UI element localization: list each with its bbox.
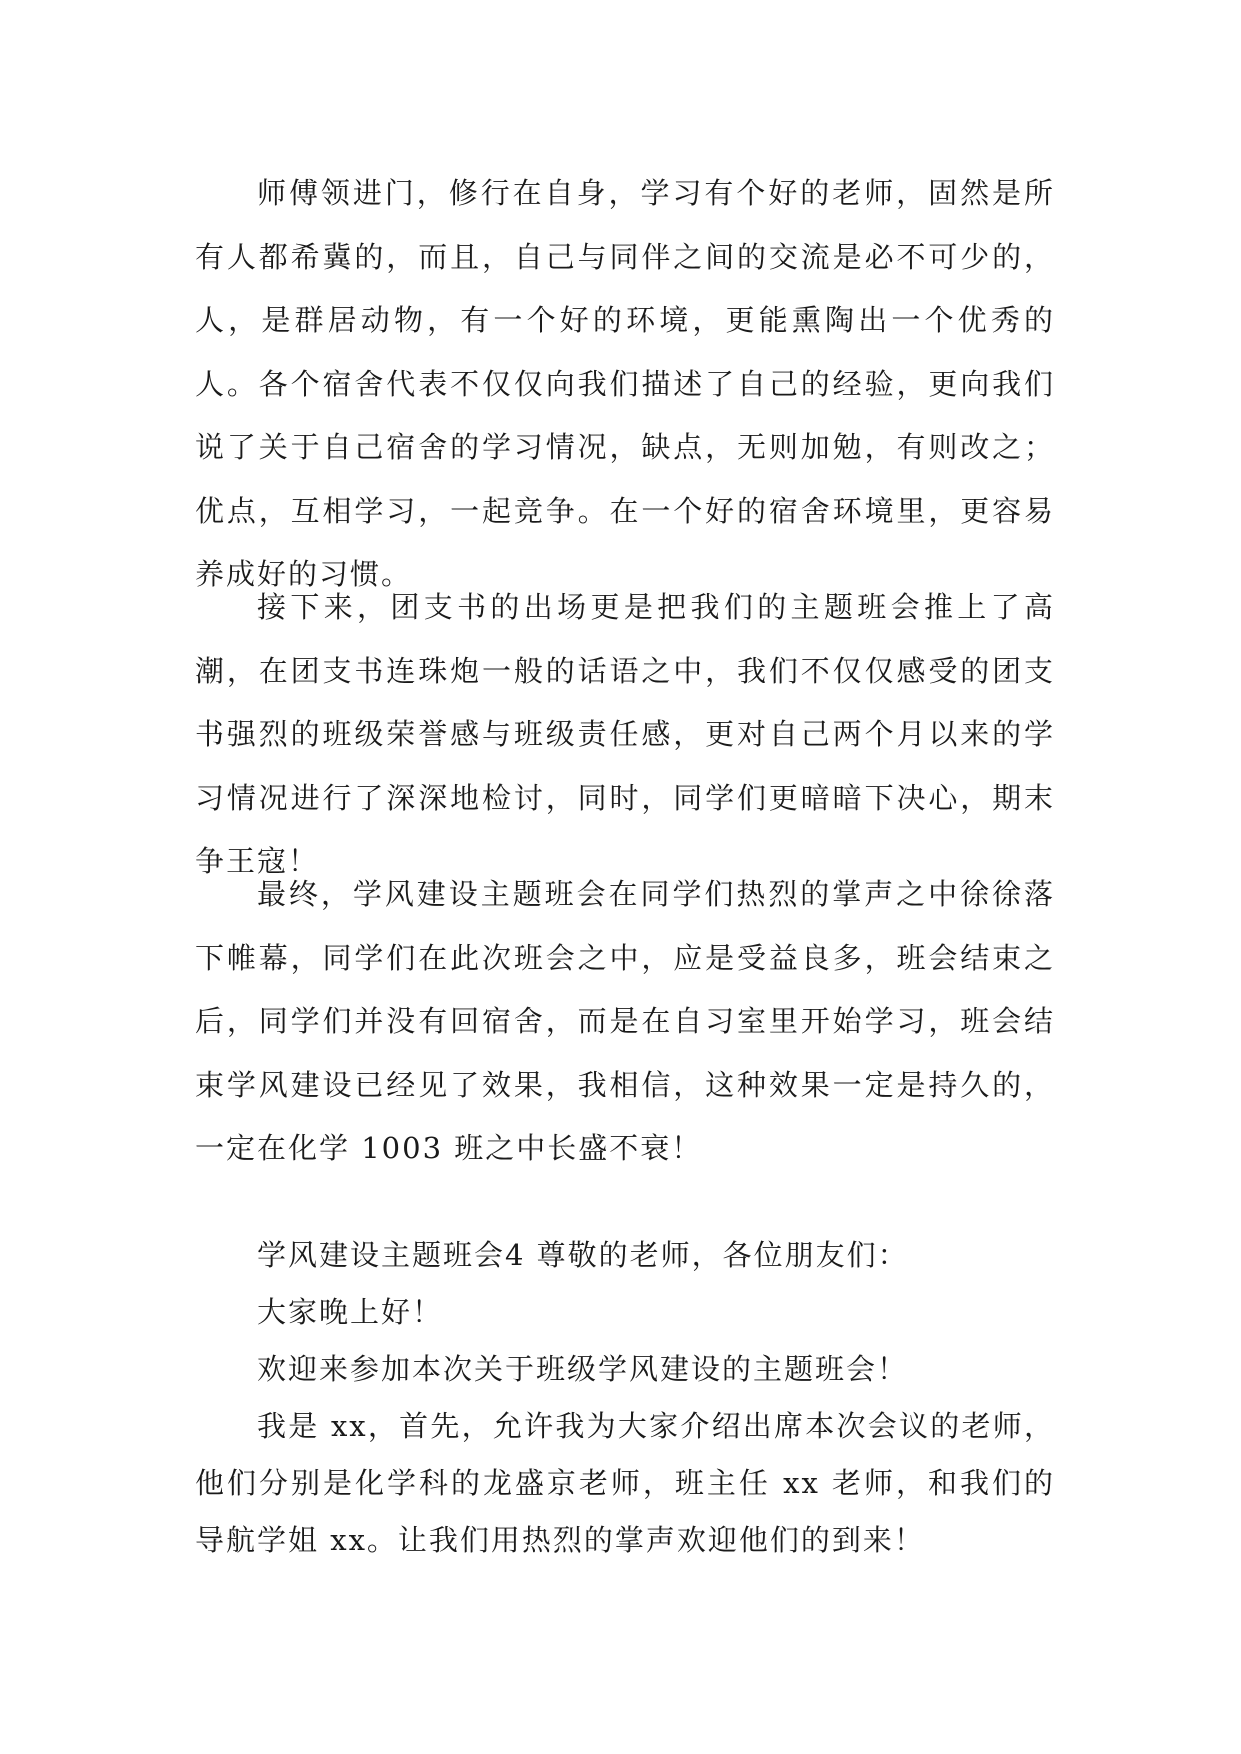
greeting-line: 大家晚上好！ xyxy=(257,1295,444,1329)
section-heading-line: 学风建设主题班会4 尊敬的老师，各位朋友们： xyxy=(257,1238,909,1272)
welcome-line: 欢迎来参加本次关于班级学风建设的主题班会！ xyxy=(257,1352,909,1386)
body-paragraph: 最终，学风建设主题班会在同学们热烈的掌声之中徐徐落下帷幕，同学们在此次班会之中，应是受益良多，班会结束之后，同学们并没有回宿舍，而是在自习室里开始学习，班会结束学风建设已经见了效果，我相信，这种效果一定是持久的，一定在化学 1003 班之中长盛不衰！ xyxy=(195,877,1055,1165)
body-paragraph: 师傅领进门，修行在自身，学习有个好的老师，固然是所有人都希冀的，而且，自己与同伴之间的交流是必不可少的，人，是群居动物，有一个好的环境，更能熏陶出一个优秀的人。各个宿舍代表不仅仅向我们描述了自己的经验，更向我们说了关于自己宿舍的学习情况，缺点，无则加勉，有则改之；优点，互相学习，一起竞争。在一个好的宿舍环境里，更容易养成好的习惯。 xyxy=(195,176,1055,591)
body-paragraph: 接下来，团支书的出场更是把我们的主题班会推上了高潮，在团支书连珠炮一般的话语之中，我们不仅仅感受的团支书强烈的班级荣誉感与班级责任感，更对自己两个月以来的学习情况进行了深深地检讨，同时，同学们更暗暗下决心，期末争王寇！ xyxy=(195,590,1055,878)
body-paragraph: 我是 xx，首先，允许我为大家介绍出席本次会议的老师，他们分别是化学科的龙盛京老师，班主任 xx 老师，和我们的导航学姐 xx。让我们用热烈的掌声欢迎他们的到来！ xyxy=(195,1409,1055,1557)
